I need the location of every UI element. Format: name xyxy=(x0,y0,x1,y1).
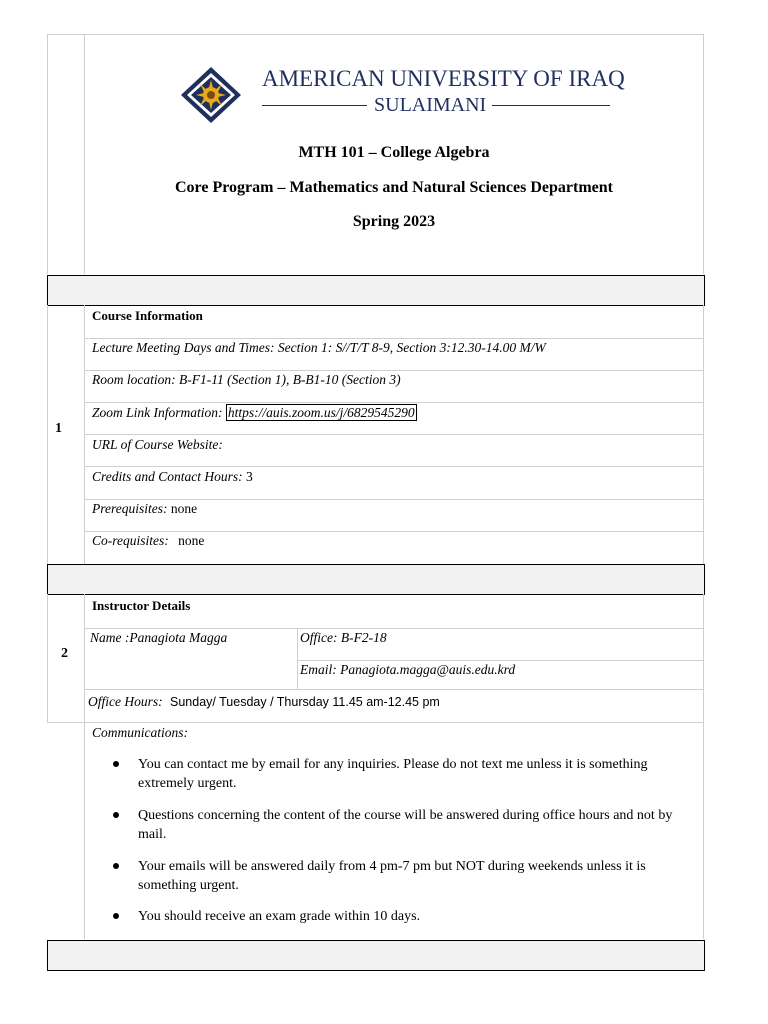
section1-right-border xyxy=(703,305,704,564)
section-number-2: 2 xyxy=(61,646,68,661)
room-location: Room location: B-F1-11 (Section 1), B-B1-10 (Section 3) xyxy=(92,372,401,387)
communication-item: Your emails will be answered daily from 4 pm-7 pm but NOT during weekends unless it is something urgent. xyxy=(138,859,646,893)
course-title: MTH 101 – College Algebra xyxy=(298,144,490,161)
section-number-1: 1 xyxy=(55,421,62,436)
credits-label: Credits and Contact Hours: xyxy=(92,469,243,484)
credits-value: 3 xyxy=(246,469,253,484)
meeting-times: Lecture Meeting Days and Times: Section 1: S//T/T 8-9, Section 3:12.30-14.00 M/W xyxy=(92,340,546,355)
communication-item: Questions concerning the content of the course will be answered during office hours and not by mail. xyxy=(138,808,673,842)
bullet-icon xyxy=(113,812,119,818)
instructor-details-heading: Instructor Details xyxy=(92,598,191,613)
communication-item: You can contact me by email for any inquiries. Please do not text me unless it is something extremely urgent. xyxy=(138,757,648,791)
office-hours-value: Sunday/ Tuesday / Thursday 11.45 am-12.45 pm xyxy=(170,695,440,709)
office-hours-row xyxy=(88,694,440,710)
row-divider xyxy=(85,466,703,467)
logo-rule-right xyxy=(492,105,610,106)
prerequisites-value: none xyxy=(170,501,198,516)
section2-right-border xyxy=(703,594,704,939)
credits-row xyxy=(92,469,253,485)
row-divider xyxy=(85,531,703,532)
table-right-border-header xyxy=(703,34,704,274)
communication-item: You should receive an exam grade within 10 days. xyxy=(138,909,421,924)
row-divider xyxy=(85,689,703,690)
section2-left-border xyxy=(47,594,48,722)
row-divider xyxy=(85,628,703,629)
row-divider xyxy=(47,722,703,723)
instructor-name: Name :Panagiota Magga xyxy=(90,630,228,645)
row-divider xyxy=(85,370,703,371)
university-logo-icon xyxy=(180,66,242,124)
bullet-icon xyxy=(113,863,119,869)
row-divider xyxy=(85,338,703,339)
zoom-link[interactable]: https://auis.zoom.us/j/6829545290 xyxy=(227,405,415,420)
term-title: Spring 2023 xyxy=(352,213,436,230)
section-separator-bar xyxy=(47,275,705,306)
instructor-office: Office: B-F2-18 xyxy=(300,630,387,645)
row-divider xyxy=(85,434,703,435)
row-divider xyxy=(298,660,703,661)
instructor-email: Email: Panagiota.magga@auis.edu.krd xyxy=(300,662,516,677)
corequisites-row xyxy=(92,533,204,549)
prerequisites-label: Prerequisites: xyxy=(92,501,168,516)
program-title: Core Program – Mathematics and Natural Sciences Department xyxy=(175,179,613,196)
section-separator-bar xyxy=(47,564,705,595)
course-information-heading: Course Information xyxy=(92,308,203,323)
zoom-label: Zoom Link Information: xyxy=(92,405,223,420)
prerequisites-row xyxy=(92,501,197,517)
logo-rule-left xyxy=(262,105,367,106)
row-divider xyxy=(85,499,703,500)
bullet-icon xyxy=(113,913,119,919)
bullet-icon xyxy=(113,761,119,767)
table-top-border xyxy=(47,34,704,35)
table-left-border-header xyxy=(47,34,48,274)
logo-title-line1: AMERICAN UNIVERSITY OF IRAQ xyxy=(262,66,625,91)
cell-divider xyxy=(297,628,298,689)
corequisites-label: Co-requisites: xyxy=(92,533,169,548)
course-website-label: URL of Course Website: xyxy=(92,437,223,452)
communications-heading: Communications: xyxy=(92,725,188,740)
section2-column-divider xyxy=(84,594,85,939)
section1-left-border xyxy=(47,305,48,564)
section-separator-bar xyxy=(47,940,705,971)
logo-title-line2: SULAIMANI xyxy=(374,94,487,116)
row-divider xyxy=(85,402,703,403)
zoom-info xyxy=(92,405,417,421)
office-hours-label: Office Hours: xyxy=(88,694,163,709)
corequisites-value: none xyxy=(178,533,205,548)
